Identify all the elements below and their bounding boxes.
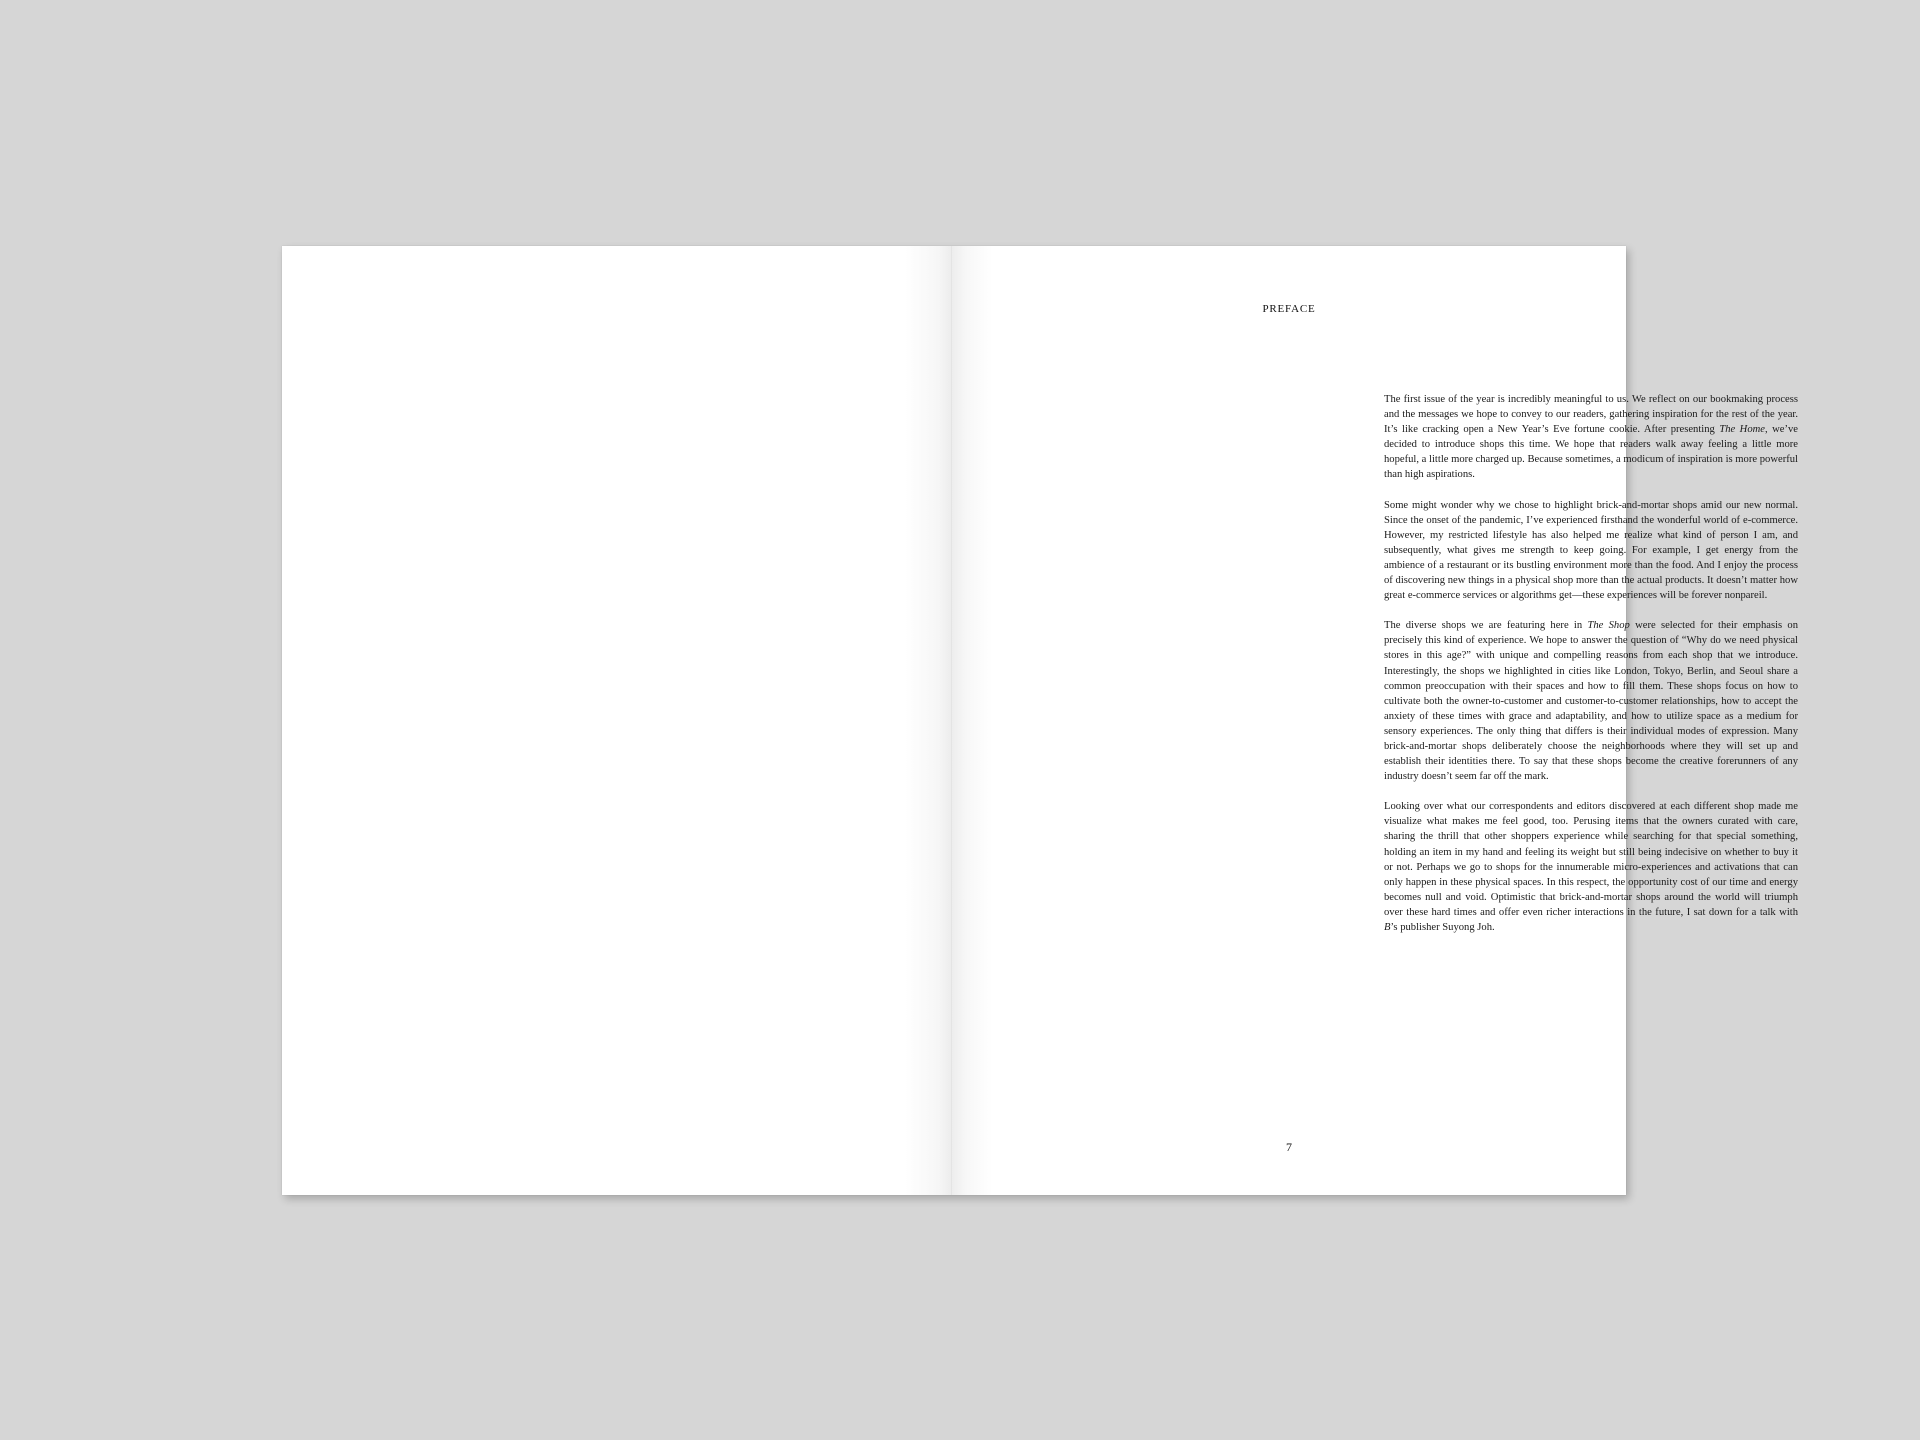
book-spread	[282, 246, 1799, 1195]
body-paragraph	[1384, 799, 1798, 935]
paragraph-text: Looking over what our correspondents and editors discovered at each different shop made me visualize what makes me feel good, too. Perusing items that the owners curated with care, sharing the thrill that other shoppers experience while searching for that special something, holding an item in my hand and feeling its weight but still being indecisive on whether to buy it or not. Perhaps we go to shops for the innumerable micro-experiences and activations that can only happen in these physical spaces. In this respect, the opportunity cost of our time and energy becomes null and void. Optimistic that brick-and-mortar shops around the world will triumph over these hard times and offer even richer interactions in the future, I sat down for a talk with	[1384, 801, 1798, 918]
paragraph-text: Some might wonder why we chose to highlight brick-and-mortar shops amid our new normal. Since the onset of the pandemic, I’ve experienced firsthand the wonderful world of e-commerce. However, my restricted lifestyle has also helped me realize what kind of person I am, and subsequently, what gives me strength to keep going. For example, I get energy from the ambience of a restaurant or its bustling environment more than the food. And I enjoy the process of discovering new things in a physical shop more than the actual products. It doesn’t matter how great e-commerce services or algorithms get—these experiences will be forever nonpareil.	[1384, 499, 1798, 602]
italic-title-text: B	[1384, 922, 1391, 933]
left-page-blank	[282, 246, 952, 1195]
paragraph-text: The diverse shops we are featuring here in	[1384, 620, 1588, 632]
paragraph-text: , we’ve decided to introduce shops this time. We hope that readers walk away feeling a little more hopeful, a little more charged up. Because sometimes, a modicum of inspiration is more powerful than high aspirations.	[1384, 424, 1798, 481]
paragraph-text: The first issue of the year is incredibly meaningful to us. We reflect on our bookmaking process and the messages we hope to convey to our readers, gathering inspiration for the rest of the year. It’s like cracking open a New Year’s Eve fortune cookie. After presenting	[1384, 394, 1798, 436]
italic-title-text: The Home	[1719, 424, 1765, 436]
body-paragraph	[1384, 498, 1798, 604]
right-page	[952, 246, 1799, 1195]
body-paragraph	[1384, 618, 1798, 784]
preface-body-text	[1384, 392, 1798, 950]
italic-title-text: The Shop	[1587, 620, 1630, 632]
page-number: 7	[1286, 1140, 1292, 1154]
body-paragraph	[1384, 392, 1798, 483]
running-head: PREFACE	[1262, 303, 1316, 315]
paragraph-text: were selected for their emphasis on precisely this kind of experience. We hope to answer the question of “Why do we need physical stores in this age?” with unique and compelling reasons from each shop that we introduce. Interestingly, the shops we highlighted in cities like London, Tokyo, Berlin, and Seoul share a common preoccupation with their spaces and how to fill them. These shops focus on how to cultivate both the owner-to-customer and customer-to-customer relationships, how to accept the anxiety of these times with grace and adaptability, and how to utilize space as a medium for sensory experiences. The only thing that differs is their individual modes of expression. Many brick-and-mortar shops deliberately choose the neighborhoods where they will set up and establish their identities there. To say that these shops become the creative forerunners of any industry doesn’t seem far off the mark.	[1384, 620, 1799, 783]
paragraph-text: ’s publisher Suyong Joh.	[1390, 922, 1495, 933]
